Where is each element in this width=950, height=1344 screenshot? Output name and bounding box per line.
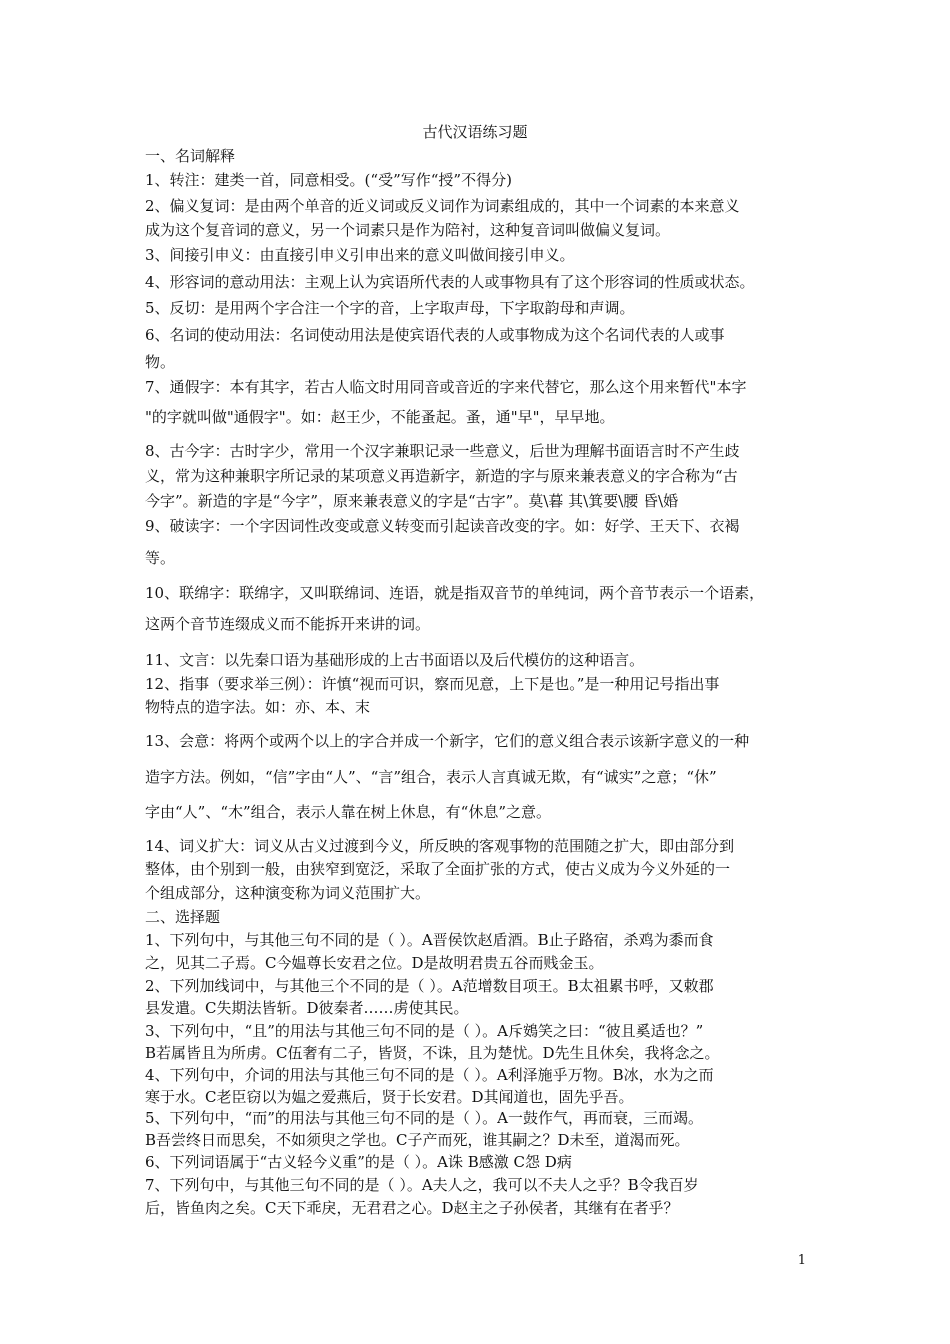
text-line: 县发遣。C失期法皆斩。D彼秦者……虏使其民。 (145, 999, 469, 1017)
text-line: 之，见其二子焉。C今媪尊长安君之位。D是故明君贵五谷而贱金玉。 (145, 954, 604, 972)
text-line: B吾尝终日而思矣，不如须臾之学也。C子产而死，谁其嗣之？D未至，道渴而死。 (145, 1131, 690, 1149)
text-line: 6、名词的使动用法：名词使动用法是使宾语代表的人或事物成为这个名词代表的人或事 (145, 326, 725, 344)
text-line: 4、形容词的意动用法：主观上认为宾语所代表的人或事物具有了这个形容词的性质或状态。 (145, 273, 755, 291)
text-line: 造字方法。例如，“信”字由“人”、“言”组合，表示人言真诚无欺，有“诚实”之意；“休” (145, 768, 717, 786)
text-line: 12、指事（要求举三例）：许慎“视而可识，察而见意，上下是也。”是一种用记号指出事 (145, 675, 720, 693)
text-line: 6、下列词语属于“古义轻今义重”的是（ ）。A诛 B感激 C怨 D病 (145, 1153, 572, 1171)
text-line: 等。 (145, 549, 176, 567)
section-heading-choice: 二、选择题 (145, 908, 221, 926)
text-line: 3、下列句中，“且”的用法与其他三句不同的是（ ）。A斥鴳笑之曰：“彼且奚适也？” (145, 1022, 704, 1040)
text-line: 11、文言：以先秦口语为基础形成的上古书面语以及后代模仿的这种语言。 (145, 651, 645, 669)
text-line: 这两个音节连缀成义而不能拆开来讲的词。 (145, 615, 431, 633)
page-number: 1 (797, 1253, 806, 1268)
text-line: 7、下列句中，与其他三句不同的是（ ）。A夫人之，我可以不夫人之乎？B令我百岁 (145, 1176, 699, 1194)
text-line: "的字就叫做"通假字"。如：赵王少，不能蚤起。蚤，通"早"，早早地。 (145, 408, 615, 426)
text-line: 3、间接引申义：由直接引申义引申出来的意义叫做间接引申义。 (145, 246, 575, 264)
text-line: 个组成部分，这种演变称为词义范围扩大。 (145, 884, 431, 902)
text-line: 今字”。新造的字是“今字”，原来兼表意义的字是“古字”。莫\暮 其\箕要\腰 昏\婚 (145, 492, 679, 510)
text-line: 物特点的造字法。如：亦、本、末 (145, 698, 371, 716)
text-line: 13、会意：将两个或两个以上的字合并成一个新字，它们的意义组合表示该新字意义的一种 (145, 732, 750, 750)
text-line: 8、古今字：古时字少，常用一个汉字兼职记录一些意义，后世为理解书面语言时不产生歧 (145, 442, 740, 460)
text-line: 4、下列句中，介词的用法与其他三句不同的是（ ）。A利泽施乎万物。B冰，水为之而 (145, 1066, 714, 1084)
text-line: 9、破读字：一个字因词性改变或意义转变而引起读音改变的字。如：好学、王天下、衣褐 (145, 517, 740, 535)
text-line: 7、通假字：本有其字，若古人临文时用同音或音近的字来代替它，那么这个用来暂代"本字 (145, 378, 747, 396)
text-line: B若属皆且为所虏。C伍奢有二子，皆贤，不诛，且为楚忧。D先生且休矣，我将念之。 (145, 1044, 720, 1062)
text-line: 14、词义扩大：词义从古义过渡到今义，所反映的客观事物的范围随之扩大，即由部分到 (145, 837, 735, 855)
text-line: 寒于水。C老臣窃以为媪之爱燕后，贤于长安君。D其闻道也，固先乎吾。 (145, 1088, 634, 1106)
text-line: 10、联绵字：联绵字，又叫联绵词、连语，就是指双音节的单纯词，两个音节表示一个语素， (145, 584, 765, 602)
text-line: 5、下列句中，“而”的用法与其他三句不同的是（ ）。A一鼓作气，再而衰，三而竭。 (145, 1109, 703, 1127)
text-line: 后，皆鱼肉之矣。C天下乖戾，无君君之心。D赵主之子孙侯者，其继有在者乎？ (145, 1199, 679, 1217)
text-line: 2、下列加线词中，与其他三个不同的是（ ）。A范增数目项王。B太祖累书呼，又敕郡 (145, 977, 714, 995)
text-line: 字由“人”、“木”组合，表示人靠在树上休息，有“休息”之意。 (145, 803, 552, 821)
text-line: 义，常为这种兼职字所记录的某项意义再造新字，新造的字与原来兼表意义的字合称为“古 (145, 467, 738, 485)
text-line: 5、反切：是用两个字合注一个字的音，上字取声母，下字取韵母和声调。 (145, 299, 635, 317)
text-line: 成为这个复音词的意义，另一个词素只是作为陪衬，这种复音词叫做偏义复词。 (145, 221, 671, 239)
text-line: 1、下列句中，与其他三句不同的是（ ）。A晋侯饮赵盾酒。B止子路宿，杀鸡为黍而食 (145, 931, 714, 949)
section-heading-terms: 一、名词解释 (145, 147, 236, 165)
text-line: 2、偏义复词：是由两个单音的近义词或反义词作为词素组成的，其中一个词素的本来意义 (145, 197, 740, 215)
text-line: 整体，由个别到一般，由狭窄到宽泛，采取了全面扩张的方式，使古义成为今义外延的一 (145, 860, 731, 878)
document-title: 古代汉语练习题 (422, 123, 528, 141)
text-line: 物。 (145, 353, 176, 371)
text-line: 1、转注：建类一首，同意相受。(“受”写作“授”不得分) (145, 171, 512, 189)
